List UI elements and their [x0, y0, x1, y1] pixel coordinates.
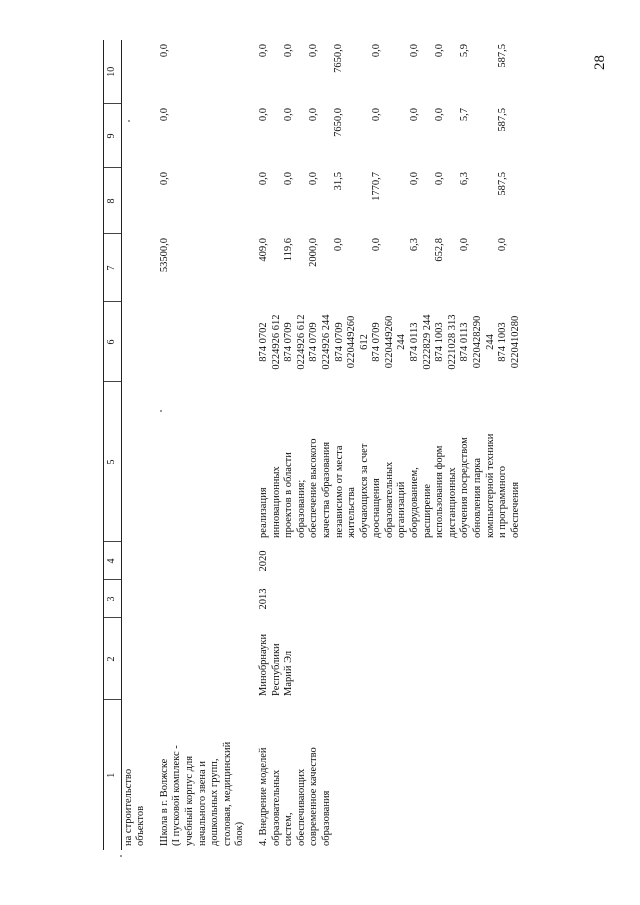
table-cell — [121, 168, 149, 234]
value-cell: 0,0 — [307, 44, 319, 58]
row-title: на строительство объектов — [122, 768, 147, 846]
responsible-cell: Минобрнауки Республики Марий Эл — [257, 633, 295, 696]
budget-table — [103, 40, 523, 850]
table-cell — [121, 302, 149, 382]
value-line — [449, 40, 487, 302]
row-title: Школа в г. Волжске (I пусковой комплекс - учебный корпус для начального звена и дошкольных групп, столовая, медицинский блок) — [158, 741, 246, 846]
value-cell: 53500,0 — [158, 238, 170, 273]
value-cell: 5,9 — [458, 44, 470, 58]
header-row — [104, 40, 122, 850]
table-cell — [121, 382, 149, 542]
row-title: 4. Внедрение моделей образовательных систем, обеспечивающих современное качество образования — [257, 747, 332, 846]
value-cell: 0,0 — [370, 108, 382, 122]
value-line — [487, 40, 512, 302]
end-year-cell: 2020 — [257, 550, 269, 572]
value-cell: 587,5 — [496, 108, 508, 132]
value-cell: 0,0 — [496, 238, 508, 252]
table-cell — [149, 580, 248, 618]
value-cell: 7650,0 — [332, 44, 344, 73]
value-cell: 0,0 — [458, 238, 470, 252]
table-row — [121, 40, 149, 850]
value-cell: 0,0 — [307, 108, 319, 122]
value-cell: 0,0 — [433, 44, 445, 58]
value-cell: 0,0 — [370, 44, 382, 58]
description-cell: реализация инновационных проектов в области образования; обеспечение высокого качества образования независимо от места жительства обучающихся за счет дооснащения образовательных организаций оборудованием, расширение использования форм дистанционных обучения посредством обновления парка компьютерной техники и программного обеспечения — [257, 433, 521, 538]
value-line — [399, 40, 424, 302]
table-cell — [121, 40, 149, 104]
value-cell: 587,5 — [496, 44, 508, 68]
value-cell: 0,0 — [332, 238, 344, 252]
value-cell: 587,5 — [496, 172, 508, 196]
value-cell: 0,0 — [370, 238, 382, 252]
col-header-7: 7 — [104, 234, 122, 302]
value-line — [248, 40, 273, 302]
values-subtable — [248, 40, 512, 302]
value-cell: 7650,0 — [332, 108, 344, 137]
value-cell: 119,6 — [282, 238, 294, 262]
table-row — [149, 40, 248, 850]
value-cell: 6,3 — [458, 172, 470, 186]
col-header-10: 10 — [104, 40, 122, 104]
values-group — [248, 40, 523, 302]
value-cell: 0,0 — [282, 108, 294, 122]
table-cell — [121, 542, 149, 580]
table-cell — [149, 542, 248, 580]
value-cell: 409,0 — [257, 238, 269, 262]
value-cell: 0,0 — [433, 108, 445, 122]
value-cell: 31,5 — [332, 172, 344, 191]
value-cell: 0,0 — [282, 44, 294, 58]
table-cell — [149, 302, 248, 382]
rotated-table-container — [103, 40, 563, 850]
value-line — [361, 40, 399, 302]
value-line — [273, 40, 298, 302]
value-line — [424, 40, 449, 302]
scan-speck — [160, 410, 162, 412]
start-year-cell: 2013 — [257, 588, 269, 610]
value-cell: 0,0 — [307, 172, 319, 186]
budget-code-cell: 874 0702 0224926 612 874 0709 0224926 612 874 0709 0224926 244 874 0709 0220449260 612 874 0709 0220449260 244 874 0113 0222829 244 874 1003 0221028 313 874 0113 0220428290 244 874 1003 0220410280 — [257, 314, 521, 370]
value-cell: 0,0 — [433, 172, 445, 186]
value-cell: 1770,7 — [370, 172, 382, 201]
col-header-2: 2 — [104, 618, 122, 700]
col-header-8: 8 — [104, 168, 122, 234]
table-cell — [121, 618, 149, 700]
value-cell: 0,0 — [257, 108, 269, 122]
value-line — [323, 40, 361, 302]
col-header-4: 4 — [104, 542, 122, 580]
value-cell: 0,0 — [257, 172, 269, 186]
value-cell: 2000,0 — [307, 238, 319, 267]
value-line — [298, 40, 323, 302]
table-cell — [121, 234, 149, 302]
table-cell — [121, 104, 149, 168]
value-cell: 652,8 — [433, 238, 445, 262]
scan-speck — [120, 855, 122, 857]
table-cell — [149, 618, 248, 700]
table-cell — [149, 382, 248, 542]
table-cell — [121, 580, 149, 618]
value-cell: 0,0 — [408, 44, 420, 58]
value-cell: 0,0 — [408, 172, 420, 186]
value-cell: 0,0 — [408, 108, 420, 122]
col-header-1: 1 — [104, 700, 122, 850]
scan-speck — [128, 120, 130, 122]
value-cell: 0,0 — [257, 44, 269, 58]
value-cell: 5,7 — [458, 108, 470, 122]
value-cell: 0,0 — [158, 44, 170, 58]
col-header-5: 5 — [104, 382, 122, 542]
value-cell: 0,0 — [282, 172, 294, 186]
value-cell: 0,0 — [158, 108, 170, 122]
col-header-3: 3 — [104, 580, 122, 618]
value-cell: 6,3 — [408, 238, 420, 252]
page-number: 28 — [592, 55, 608, 70]
table-row — [248, 40, 523, 850]
col-header-9: 9 — [104, 104, 122, 168]
value-cell: 0,0 — [158, 172, 170, 186]
col-header-6: 6 — [104, 302, 122, 382]
